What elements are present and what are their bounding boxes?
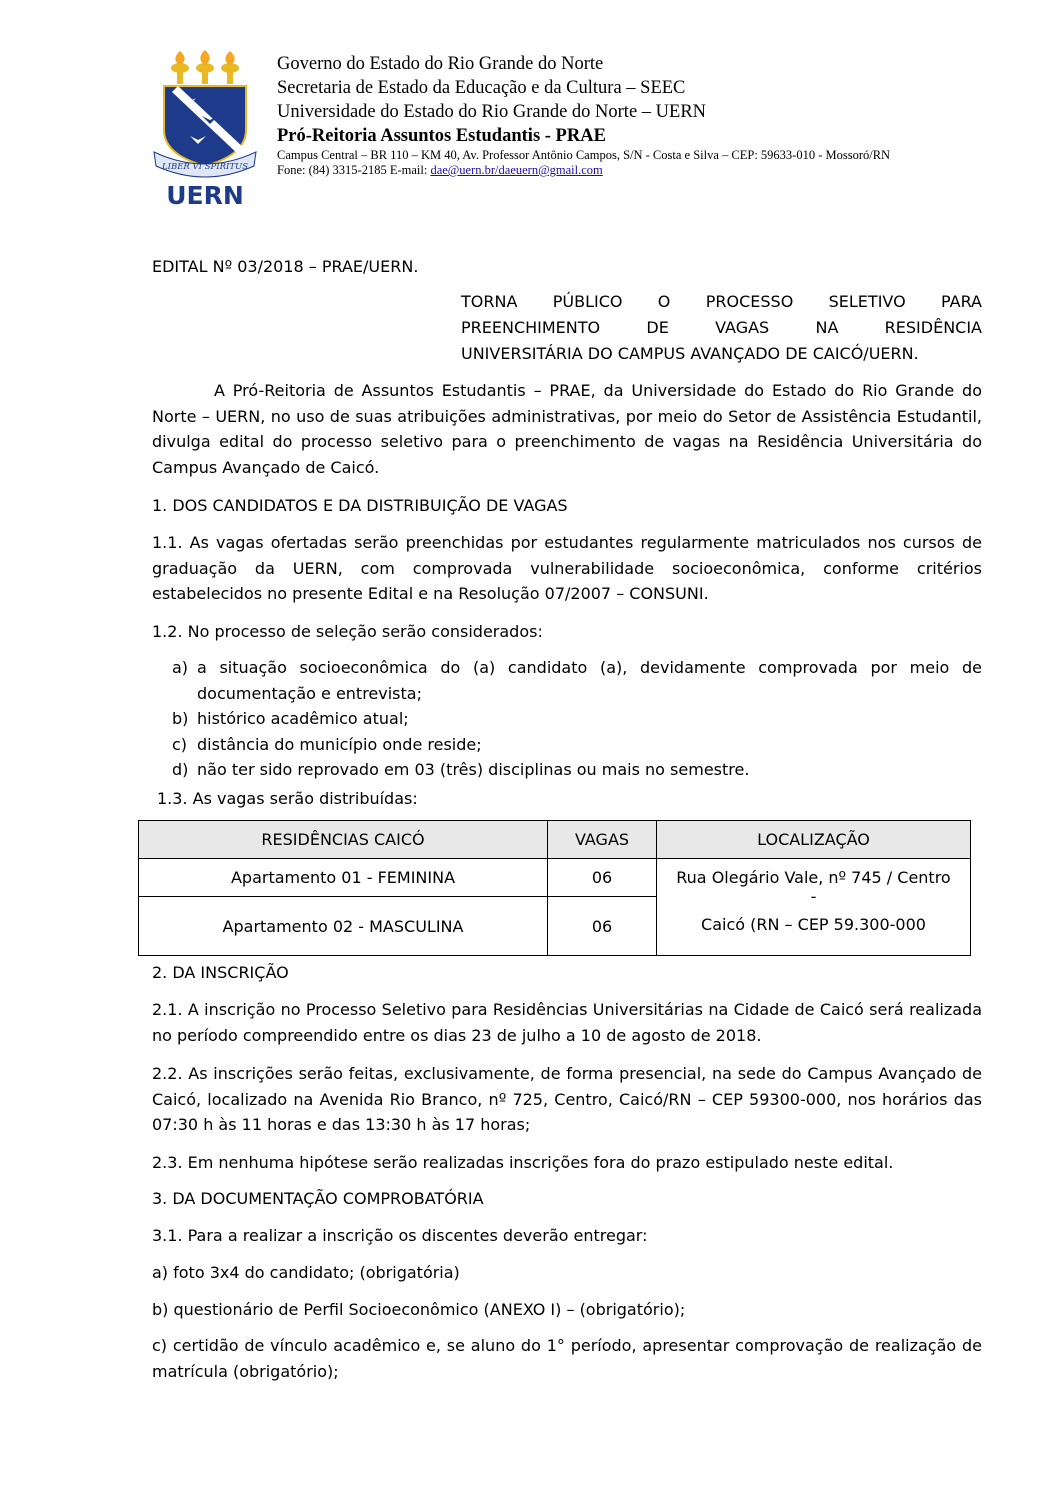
document-item-c: c) certidão de vínculo acadêmico e, se aluno do 1° período, apresentar comprovação de realização de matrícula (obrigatório); — [152, 1336, 982, 1381]
intro-paragraph: A Pró-Reitoria de Assuntos Estudantis – PRAE, da Universidade do Estado do Rio Grande do Norte – UERN, no uso de suas atribuições administrativas, por meio do Setor de Assistência Estudantil, divulga edital do processo seletivo para o preenchimento de vagas na Residência Universitária do Campus Avançado de Caicó. — [152, 381, 982, 477]
summary-line: UNIVERSITÁRIA DO CAMPUS AVANÇADO DE CAICÓ/UERN. — [461, 344, 919, 363]
address-line: Campus Central – BR 110 – KM 40, Av. Professor Antônio Campos, S/N - Costa e Silva – CEP: 59633-010 - Mossoró/RN — [277, 148, 891, 162]
svg-text:UERN: UERN — [166, 181, 244, 208]
paragraph-2-2: 2.2. As inscrições serão feitas, exclusivamente, de forma presencial, na sede do Campus Avançado de Caicó, localizado na Avenida Rio Branco, nº 725, Centro, Caicó/RN – CEP 59300-000, nos horários das 07:30 h às 11 horas e das 13:30 h às 17 horas; — [152, 1064, 982, 1134]
document-item-b: b) questionário de Perfil Socioeconômico (ANEXO I) – (obrigatório); — [152, 1300, 686, 1319]
column-header: LOCALIZAÇÃO — [657, 821, 971, 859]
section-1-heading: 1. DOS CANDIDATOS E DA DISTRIBUIÇÃO DE VAGAS — [152, 496, 568, 515]
edital-summary — [461, 289, 982, 367]
uern-logo — [150, 48, 260, 208]
list-text: não ter sido reprovado em 03 (três) disciplinas ou mais no semestre. — [197, 760, 750, 779]
list-item — [172, 757, 982, 783]
paragraph-2-3: 2.3. Em nenhuma hipótese serão realizadas inscrições fora do prazo estipulado neste edital. — [152, 1153, 894, 1172]
section-2-heading: 2. DA INSCRIÇÃO — [152, 963, 289, 982]
shield-icon — [164, 86, 246, 166]
list-marker: b) — [172, 709, 189, 728]
document-item-a: a) foto 3x4 do candidato; (obrigatória) — [152, 1263, 460, 1282]
paragraph-2-1: 2.1. A inscrição no Processo Seletivo para Residências Universitárias na Cidade de Caicó será realizada no período compreendido entre os dias 23 de julho a 10 de agosto de 2018. — [152, 1000, 982, 1045]
table-cell: Apartamento 01 - FEMININA — [139, 859, 548, 897]
column-header: RESIDÊNCIAS CAICÓ — [139, 821, 548, 859]
list-item — [172, 732, 982, 758]
list-marker: d) — [172, 760, 189, 779]
table-cell: 06 — [548, 897, 657, 956]
torch-icon — [171, 50, 239, 84]
edital-title: EDITAL Nº 03/2018 – PRAE/UERN. — [152, 257, 419, 276]
summary-line: TORNA PÚBLICO O PROCESSO SELETIVO PARA — [461, 292, 982, 311]
criteria-list — [172, 655, 982, 783]
vacancies-table — [138, 820, 971, 956]
secretariat-line: Secretaria de Estado da Educação e da Cultura – SEEC — [277, 78, 686, 98]
email-link[interactable]: dae@uern.br/daeuern@gmail.com — [430, 163, 603, 177]
svg-text:LIBER VI SPIRITUS: LIBER VI SPIRITUS — [161, 162, 249, 172]
column-header: VAGAS — [548, 821, 657, 859]
list-text: distância do município onde reside; — [197, 734, 482, 754]
list-item — [172, 706, 982, 732]
prae-line: Pró-Reitoria Assuntos Estudantis - PRAE — [277, 126, 606, 146]
paragraph-1-2: 1.2. No processo de seleção serão considerados: — [152, 622, 543, 641]
university-line: Universidade do Estado do Rio Grande do Norte – UERN — [277, 102, 707, 122]
list-item — [172, 655, 982, 706]
paragraph-1-1: 1.1. As vagas ofertadas serão preenchidas por estudantes regularmente matriculados nos cursos de graduação da UERN, com comprovada vulnerabilidade socioeconômica, conforme critérios estabelecidos no presente Edital e na Resolução 07/2007 – CONSUNI. — [152, 533, 982, 603]
list-text: histórico acadêmico atual; — [197, 709, 409, 728]
paragraph-1-3: 1.3. As vagas serão distribuídas: — [157, 789, 418, 808]
phone-text: Fone: (84) 3315-2185 E-mail: — [277, 163, 431, 177]
table-cell: 06 — [548, 859, 657, 897]
list-marker: a) — [172, 658, 189, 677]
table-cell: Apartamento 02 - MASCULINA — [139, 897, 548, 956]
location-line: - — [810, 887, 817, 906]
list-marker: c) — [172, 734, 188, 754]
paragraph-3-1: 3.1. Para a realizar a inscrição os discentes deverão entregar: — [152, 1226, 648, 1245]
location-line: Caicó (RN – CEP 59.300-000 — [701, 915, 926, 934]
letterhead — [277, 52, 890, 178]
location-line: Rua Olegário Vale, nº 745 / Centro — [676, 868, 951, 887]
summary-line: PREENCHIMENTO DE VAGAS NA RESIDÊNCIA — [461, 318, 982, 337]
section-3-heading: 3. DA DOCUMENTAÇÃO COMPROBATÓRIA — [152, 1189, 484, 1208]
government-line: Governo do Estado do Rio Grande do Norte — [277, 54, 604, 74]
table-row — [139, 859, 971, 897]
table-header-row — [139, 821, 971, 859]
list-text: a situação socioeconômica do (a) candidato (a), devidamente comprovada por meio de documentação e entrevista; — [197, 658, 982, 703]
contact-line — [277, 163, 890, 178]
location-cell — [657, 859, 971, 956]
